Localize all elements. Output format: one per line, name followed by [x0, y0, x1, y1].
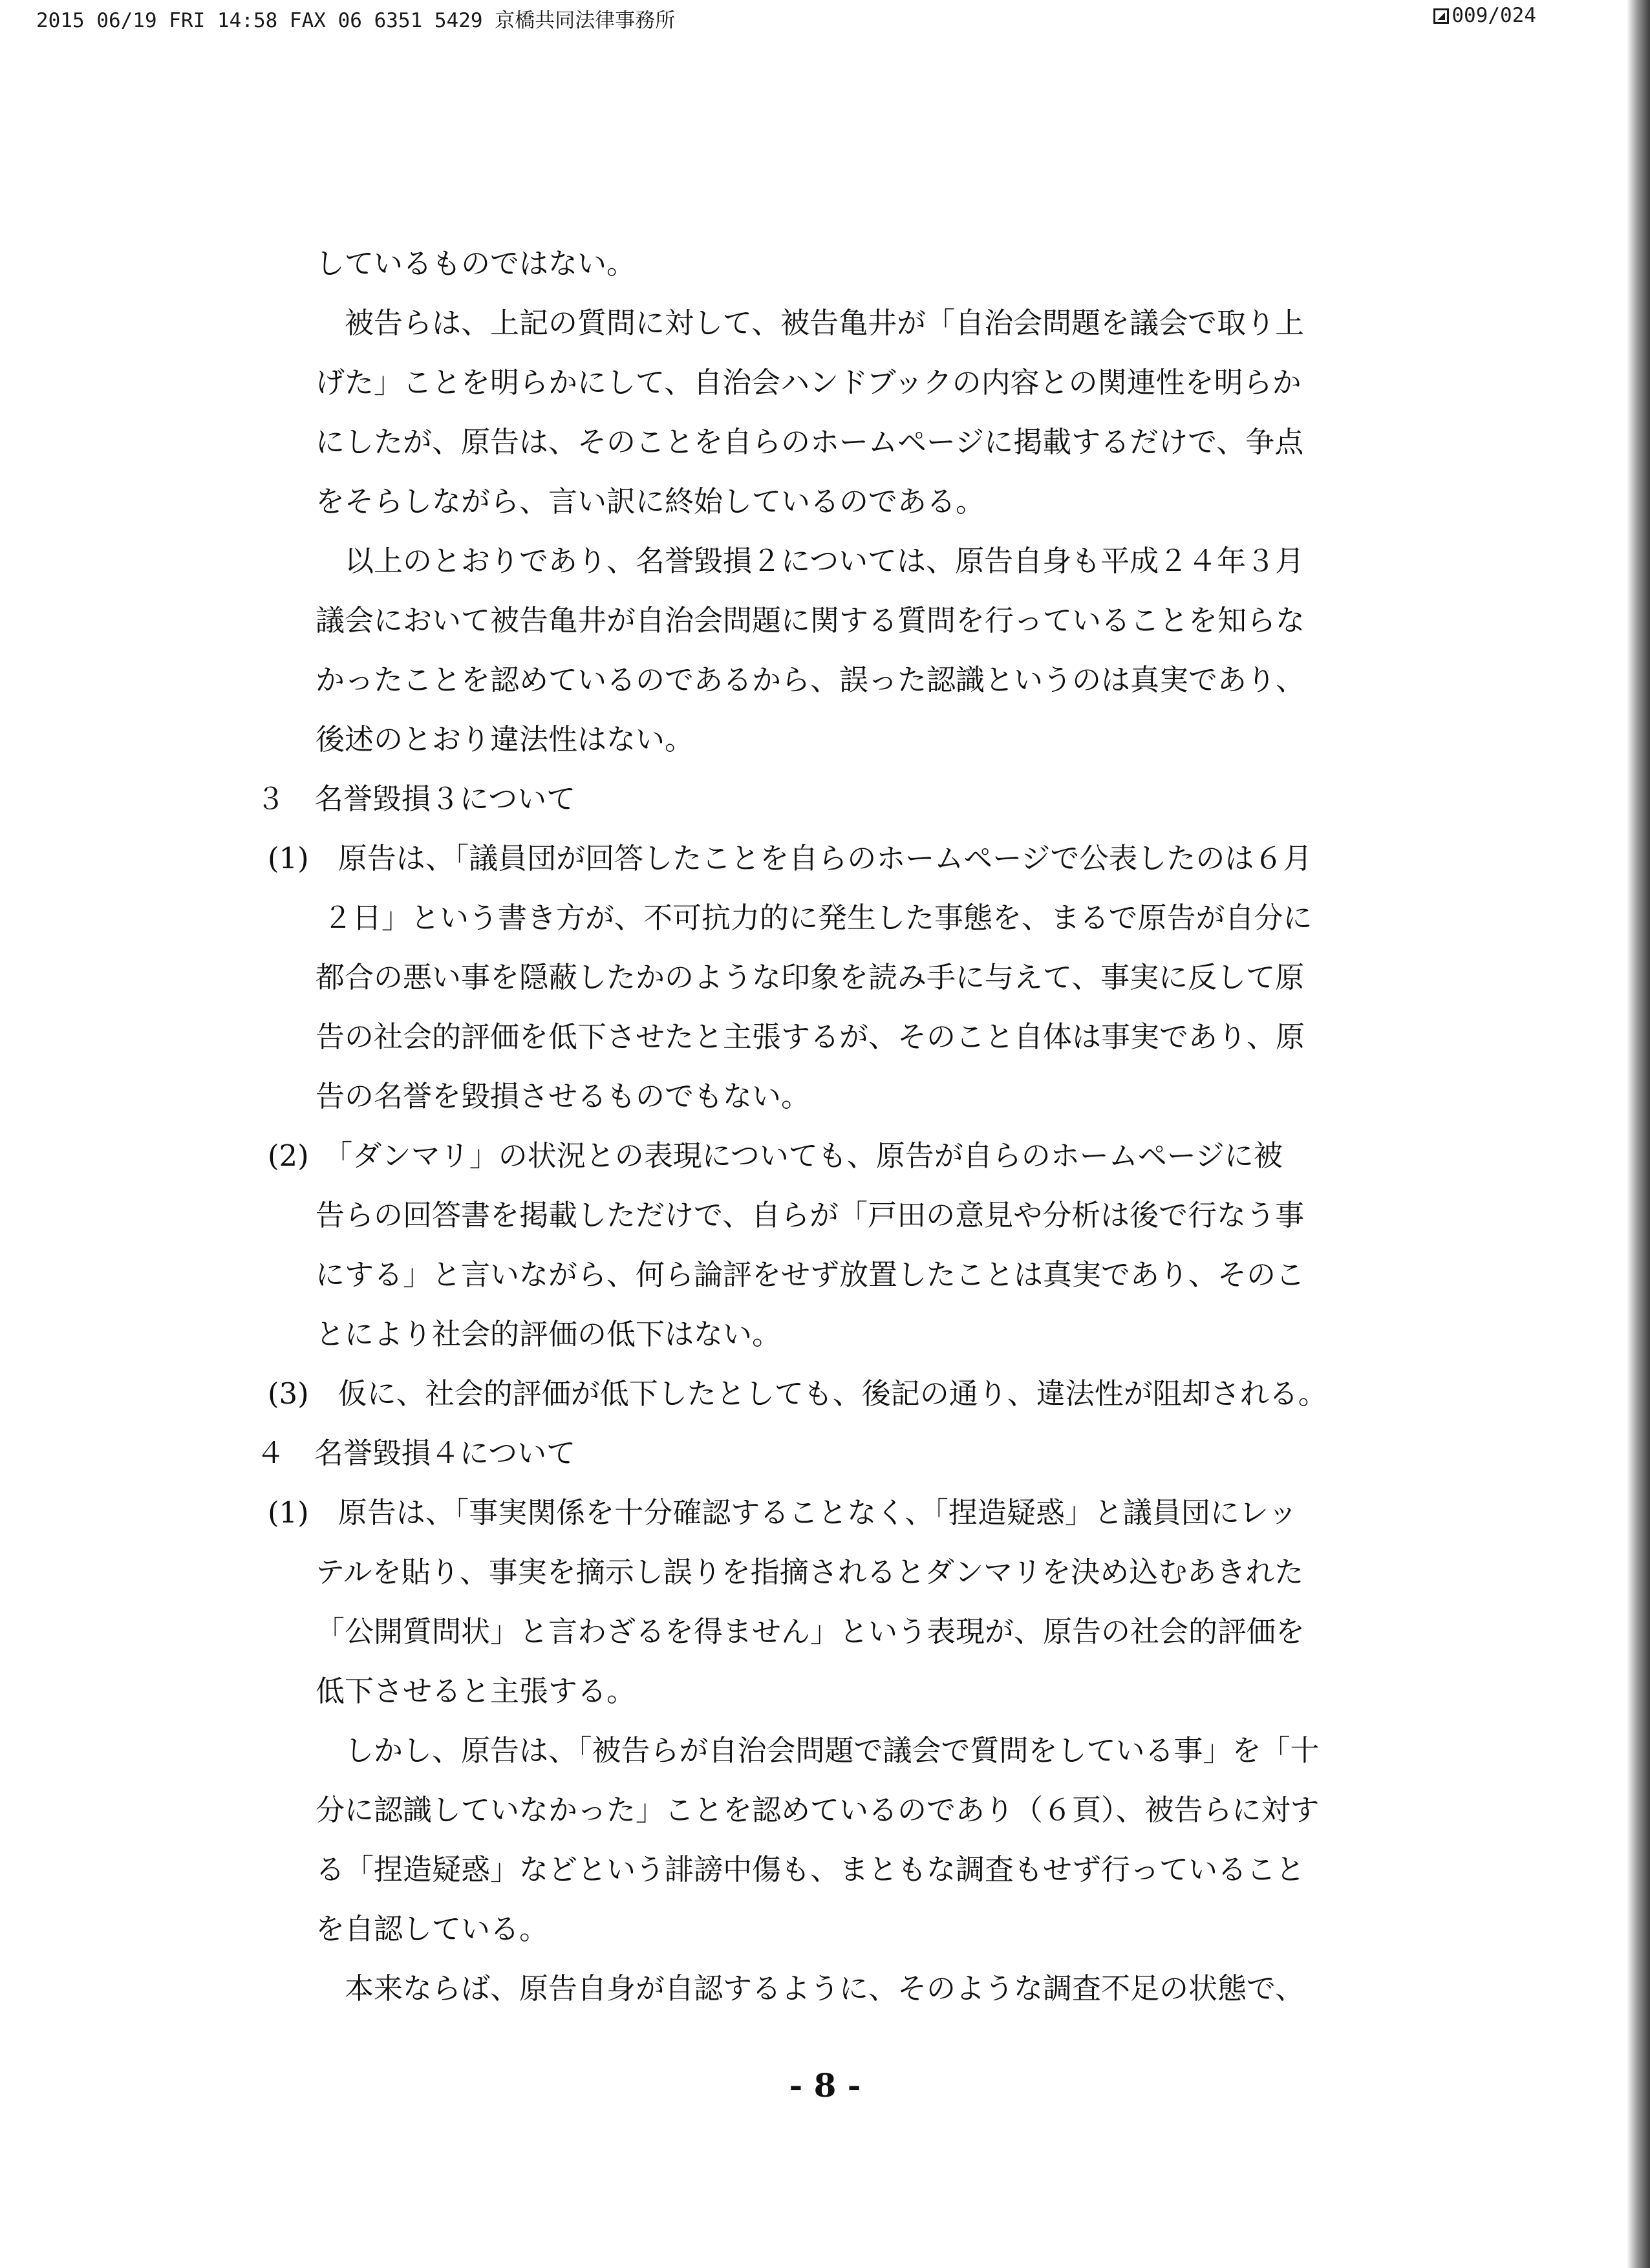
paragraph-line: る「捏造疑惑」などという誹謗中傷も、まともな調査もせず行っていること — [316, 1852, 1305, 1887]
paragraph-line: 後述のとおり違法性はない。 — [316, 722, 694, 756]
paragraph-line: 低下させると主張する。 — [316, 1674, 636, 1708]
paragraph-line: をそらしながら、言い訳に終始しているのである。 — [316, 484, 985, 519]
paragraph-line: とにより社会的評価の低下はない。 — [316, 1317, 782, 1351]
paragraph-line: 分に認識していなかった」ことを認めているのであり（６頁）、被告らに対す — [316, 1793, 1320, 1827]
page-number: - 8 - — [789, 2066, 861, 2104]
list-item-line: (2) 「ダンマリ」の状況との表現についても、原告が自らのホームページに被 — [268, 1139, 1283, 1173]
paragraph-line: 議会において被告亀井が自治会問題に関する質問を行っていることを知らな — [316, 603, 1305, 637]
paragraph-line: 本来ならば、原告自身が自認するように、そのような調査不足の状態で、 — [345, 1971, 1305, 2006]
section-heading: ３ 名誉毀損３について — [256, 782, 576, 816]
paragraph-line: 告の名誉を毀損させるものでもない。 — [316, 1079, 811, 1113]
paragraph-line: を自認している。 — [316, 1912, 549, 1946]
fax-page-counter-group — [1433, 4, 1536, 27]
paragraph-line: 告の社会的評価を低下させたと主張するが、そのこと自体は事実であり、原 — [316, 1020, 1305, 1054]
paragraph-line: 告らの回答書を掲載しただけで、自らが「戸田の意見や分析は後で行なう事 — [316, 1198, 1305, 1232]
paragraph-line: 以上のとおりであり、名誉毀損２については、原告自身も平成２４年３月 — [345, 544, 1305, 578]
fax-transmission-info: 2015 06/19 FRI 14:58 FAX 06 6351 5429 京橋共同法律事務所 — [36, 9, 676, 32]
list-item-line: (3) 仮に、社会的評価が低下したとしても、後記の通り、違法性が阻却される。 — [268, 1376, 1327, 1411]
paragraph-line: かったことを認めているのであるから、誤った認識というのは真実であり、 — [316, 663, 1305, 697]
paragraph-line: ２日」という書き方が、不可抗力的に発生した事態を、まるで原告が自分に — [323, 901, 1312, 935]
list-item-line: (1) 原告は、「事実関係を十分確認することなく、「捏造疑惑」と議員団にレッ — [268, 1495, 1298, 1530]
paragraph-line: 被告らは、上記の質問に対して、被告亀井が「自治会問題を議会で取り上 — [345, 306, 1305, 340]
paragraph-line: しかし、原告は、「被告らが自治会問題で議会で質問をしている事」を「十 — [345, 1733, 1320, 1768]
paragraph-line: にする」と言いながら、何ら論評をせず放置したことは真実であり、そのこ — [316, 1257, 1305, 1292]
paragraph-line: 「公開質問状」と言わざるを得ません」という表現が、原告の社会的評価を — [316, 1614, 1305, 1649]
section-heading: ４ 名誉毀損４について — [256, 1436, 576, 1470]
paragraph-line: しているものではない。 — [316, 246, 636, 281]
fax-header — [36, 4, 1536, 37]
list-item-line: (1) 原告は、「議員団が回答したことを自らのホームページで公表したのは６月 — [268, 841, 1312, 875]
scan-edge-shadow — [1627, 0, 1650, 2268]
paragraph-line: 都合の悪い事を隠蔽したかのような印象を読み手に与えて、事実に反して原 — [316, 960, 1305, 994]
paragraph-line: にしたが、原告は、そのことを自らのホームページに掲載するだけで、争点 — [316, 425, 1304, 459]
fax-page-counter: 009/024 — [1452, 4, 1536, 27]
paragraph-line: げた」ことを明らかにして、自治会ハンドブックの内容との関連性を明らか — [316, 365, 1302, 400]
paragraph-line: テルを貼り、事実を摘示し誤りを指摘されるとダンマリを決め込むあきれた — [316, 1555, 1304, 1589]
fax-page-icon — [1433, 8, 1449, 24]
